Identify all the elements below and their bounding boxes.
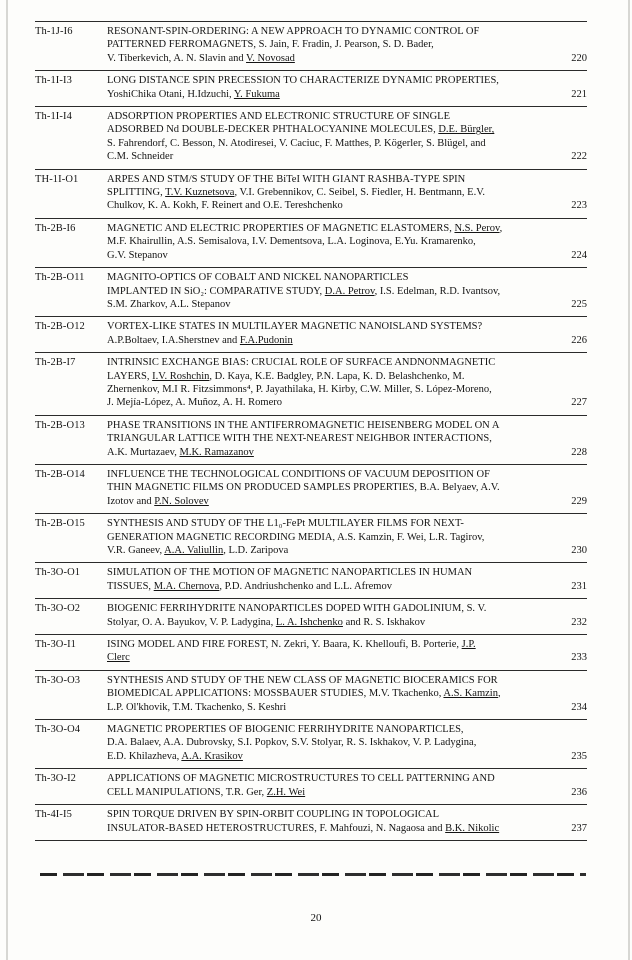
entry-page-number: 225 [571, 298, 587, 310]
entry-title-line [107, 495, 549, 508]
entry-page-number: 221 [571, 88, 587, 100]
toc-row [35, 352, 587, 415]
underlined-author: T.V. Kuznetsova [165, 187, 235, 199]
title-text: , D. Kaya, K.E. Badgley, P.N. Lapa, K. D. Belashchenko, M. [209, 370, 465, 382]
title-text: ARPES AND STM/S STUDY OF THE BiTeI WITH GIANT RASHBA-TYPE SPIN [107, 173, 466, 185]
entry-title-line [107, 468, 549, 481]
entry-title-line [107, 199, 549, 212]
title-text: LONG DISTANCE SPIN PRECESSION TO CHARACTERIZE DYNAMIC PROPERTIES, [107, 75, 499, 87]
entry-page-number: 226 [571, 334, 587, 346]
title-text: PHASE TRANSITIONS IN THE ANTIFERROMAGNETIC HEISENBERG MODEL ON A [107, 419, 500, 431]
underlined-author: Y. Fukuma [233, 88, 280, 100]
entry-title [107, 222, 549, 262]
entry-title-line [107, 320, 549, 333]
entry-title-line [107, 383, 549, 396]
entry-title-line [107, 173, 549, 186]
entry-title-line [107, 419, 549, 432]
entry-title-line [107, 651, 549, 664]
session-code: Th-3O-O4 [35, 724, 81, 736]
entry-title-line [107, 186, 549, 199]
underlined-author: L. A. Ishchenko [275, 616, 343, 628]
title-text: ADSORPTION PROPERTIES AND ELECTRONIC STRUCTURE OF SINGLE [107, 111, 450, 123]
title-text: INSULATOR-BASED HETEROSTRUCTURES, F. Mahfouzi, N. Nagaosa and [107, 822, 446, 834]
entry-title-line [107, 432, 549, 445]
entry-page-number: 223 [571, 200, 587, 212]
entry-title-line [107, 723, 549, 736]
underlined-author: A.S. Kamzin [443, 688, 498, 700]
title-text: SIMULATION OF THE MOTION OF MAGNETIC NANOPARTICLES IN HUMAN [107, 567, 473, 579]
title-text: INFLUENCE THE TECHNOLOGICAL CONDITIONS OF VACUUM DEPOSITION OF [107, 468, 490, 480]
entry-title-line [107, 137, 549, 150]
title-text: , P.D. Andriushchenko and L.L. Afremov [219, 580, 392, 592]
title-text: Zhernenkov, M.I R. Fitzsimmons⁴, P. Jayathilaka, H. Kirby, C.W. Miller, S. López-Moreno, [107, 383, 492, 395]
toc-row [35, 598, 587, 634]
title-text: D.A. Balaev, A.A. Dubrovsky, S.I. Popkov, S.V. Stolyar, R. S. Iskhakov, V. P. Ladygina, [107, 737, 477, 749]
title-text: MAGNETIC AND ELECTRIC PROPERTIES OF MAGNETIC ELASTOMERS, [107, 222, 455, 234]
toc-row [35, 169, 587, 218]
underlined-author: J.P. [461, 639, 476, 651]
underlined-author: M.K. Ramazanov [179, 446, 254, 458]
title-text: GENERATION MAGNETIC RECORDING MEDIA, A.S. Kamzin, F. Wei, L.R. Tagirov, [107, 531, 485, 543]
underlined-author: V. Novosad [246, 52, 295, 64]
entry-title-line [107, 701, 549, 714]
entry-title-line [107, 396, 549, 409]
title-text: S. Fahrendorf, C. Besson, N. Atodiresei, V. Caciuc, F. Matthes, P. Kögerler, S. Blügel, and [107, 137, 486, 149]
title-text: VORTEX-LIKE STATES IN MULTILAYER MAGNETIC NANOISLAND SYSTEMS? [107, 321, 483, 333]
title-text: MAGNETIC PROPERTIES OF BIOGENIC FERRIHYDRITE NANOPARTICLES, [107, 724, 464, 736]
toc-row [35, 316, 587, 352]
entry-page-number: 234 [571, 701, 587, 713]
toc-row [35, 21, 587, 70]
entry-title-line [107, 602, 549, 615]
title-text: L.P. Ol'khovik, T.M. Tkachenko, S. Keshri [107, 701, 287, 713]
scan-edge-artifact-right [628, 0, 630, 960]
title-text: LAYERS, [107, 370, 153, 382]
entry-title [107, 419, 549, 459]
title-text: , I.S. Edelman, R.D. Ivantsov, [374, 285, 501, 297]
entry-title [107, 25, 549, 65]
underlined-author: F.A.Pudonin [239, 334, 293, 346]
entry-title [107, 638, 549, 665]
entry-title [107, 468, 549, 508]
toc-row [35, 218, 587, 267]
toc-row [35, 562, 587, 598]
session-code: Th-3O-I2 [35, 773, 77, 785]
toc-row [35, 768, 587, 804]
session-code: Th-1I-I3 [35, 75, 72, 87]
title-text: M.F. Khairullin, A.S. Semisalova, I.V. Dementsova, L.A. Loginova, E.Yu. Kramarenko, [107, 236, 476, 248]
entry-title-line [107, 298, 549, 311]
entry-title-line [107, 25, 549, 38]
entry-title-line [107, 750, 549, 763]
toc-row [35, 634, 587, 670]
title-text: CELL MANIPULATIONS, T.R. Ger, [107, 786, 267, 798]
underlined-author: A.A. Krasikov [181, 750, 243, 762]
session-code: Th-2B-O11 [35, 272, 85, 284]
underlined-author: P.N. Solovev [154, 495, 209, 507]
title-text: G.V. Stepanov [107, 249, 168, 261]
title-text: A.K. Murtazaev, [107, 446, 180, 458]
entry-page-number: 222 [571, 151, 587, 163]
entry-title-line [107, 249, 549, 262]
entry-page-number: 237 [571, 822, 587, 834]
toc-row [35, 415, 587, 464]
title-text: BIOGENIC FERRIHYDRITE NANOPARTICLES DOPED WITH GADOLINIUM, S. V. [107, 603, 487, 615]
title-text: YoshiChika Otani, H.Idzuchi, [107, 88, 234, 100]
underlined-author: B.K. Nikolic [445, 822, 500, 834]
title-text: THIN MAGNETIC FILMS ON PRODUCED SAMPLES PROPERTIES, B.A. Belyaev, A.V. [107, 482, 500, 494]
toc-row [35, 106, 587, 169]
title-text: SYNTHESIS AND STUDY OF THE NEW CLASS OF MAGNETIC BIOCERAMICS FOR [107, 674, 498, 686]
entry-title-line [107, 370, 549, 383]
title-text: SPLITTING, [107, 187, 166, 199]
title-text: INTRINSIC EXCHANGE BIAS: CRUCIAL ROLE OF SURFACE ANDNONMAGNETIC [107, 357, 496, 369]
session-code: Th-2B-O14 [35, 468, 85, 480]
session-code: Th-2B-I7 [35, 357, 76, 369]
title-text: , V.I. Grebennikov, C. Seibel, S. Fiedler, H. Bentmann, E.V. [234, 187, 486, 199]
entry-title [107, 173, 549, 213]
title-text: SPIN TORQUE DRIVEN BY SPIN-ORBIT COUPLING IN TOPOLOGICAL [107, 809, 440, 821]
title-text: V. Tiberkevich, A. N. Slavin and [107, 52, 247, 64]
title-text: APPLICATIONS OF MAGNETIC MICROSTRUCTURES TO CELL PATTERNING AND [107, 773, 495, 785]
session-code: Th-2B-O13 [35, 419, 85, 431]
entry-page-number: 230 [571, 545, 587, 556]
title-text: MAGNITO-OPTICS OF COBALT AND NICKEL NANOPARTICLES [107, 272, 409, 284]
title-text: J. Mejía-López, A. Muñoz, A. H. Romero [107, 397, 282, 409]
entry-title [107, 772, 549, 799]
scan-edge-artifact-left [6, 0, 8, 960]
entry-title-line [107, 531, 549, 544]
session-code: Th-2B-O12 [35, 321, 85, 333]
entry-title-line [107, 638, 549, 651]
entry-title-line [107, 88, 549, 101]
entry-title-line [107, 356, 549, 369]
entry-page-number: 233 [571, 652, 587, 664]
session-code: Th-3O-O3 [35, 674, 81, 686]
toc-row [35, 804, 587, 841]
page-number: 20 [310, 912, 322, 924]
title-text: Izotov and [107, 495, 155, 507]
entry-title-line [107, 110, 549, 123]
entry-title-line [107, 687, 549, 700]
title-text: RESONANT-SPIN-ORDERING: A NEW APPROACH TO DYNAMIC CONTROL OF [107, 26, 480, 37]
toc-row [35, 513, 587, 562]
entry-title-line [107, 235, 549, 248]
underlined-author: Clerc [107, 652, 130, 664]
title-text: V.R. Ganeev, [107, 545, 165, 556]
session-code: Th-1J-I6 [35, 26, 73, 37]
entry-title [107, 602, 549, 629]
entry-title-line [107, 123, 549, 136]
entry-page-number: 231 [571, 580, 587, 592]
entry-title-line [107, 822, 549, 835]
entry-title [107, 74, 549, 101]
entry-page-number: 235 [571, 750, 587, 762]
title-text: BIOMEDICAL APPLICATIONS: MOSSBAUER STUDIES, M.V. Tkachenko, [107, 688, 444, 700]
title-text: TRIANGULAR LATTICE WITH THE NEXT-NEAREST NEIGHBOR INTERACTIONS, [107, 433, 492, 445]
session-code: Th-3O-O1 [35, 567, 81, 579]
underlined-author: D.E. Bürgler, [438, 124, 495, 136]
entry-page-number: 228 [571, 446, 587, 458]
underlined-author: I.V. Roshchin [152, 370, 210, 382]
toc-body [35, 21, 587, 841]
entry-title [107, 110, 549, 164]
title-text: IMPLANTED IN SiO₂: COMPARATIVE STUDY, [107, 285, 325, 297]
toc-row [35, 70, 587, 106]
session-code: TH-1I-O1 [35, 173, 79, 185]
entry-title [107, 808, 549, 835]
underlined-author: A.A. Valiullin [164, 545, 224, 556]
entry-page-number: 232 [571, 616, 587, 628]
session-code: Th-3O-O2 [35, 603, 81, 615]
entry-title-line [107, 736, 549, 749]
underlined-author: D.A. Petrov [324, 285, 375, 297]
entry-title [107, 356, 549, 410]
entry-title [107, 566, 549, 593]
title-text: , L.D. Zaripova [223, 545, 289, 556]
session-code: Th-3O-I1 [35, 639, 77, 651]
entry-title-line [107, 544, 549, 557]
entry-title-line [107, 52, 549, 65]
entry-title-line [107, 285, 549, 298]
entry-title [107, 674, 549, 714]
entry-title-line [107, 446, 549, 459]
entry-page-number: 220 [571, 52, 587, 64]
toc-row [35, 464, 587, 513]
entry-title-line [107, 566, 549, 579]
entry-page-number: 229 [571, 495, 587, 507]
entry-title-line [107, 74, 549, 87]
title-text: , [497, 688, 501, 700]
entry-title-line [107, 786, 549, 799]
toc-row [35, 267, 587, 316]
heavy-dashed-rule [40, 873, 586, 876]
title-text: , [499, 222, 503, 234]
entry-title-line [107, 271, 549, 284]
entry-title-line [107, 38, 549, 51]
toc-row [35, 719, 587, 768]
title-text: Stolyar, O. A. Bayukov, V. P. Ladygina, [107, 616, 276, 628]
entry-title-line [107, 517, 549, 530]
session-code: Th-2B-I6 [35, 222, 76, 234]
entry-title-line [107, 808, 549, 821]
title-text: TISSUES, [107, 580, 154, 592]
entry-title-line [107, 772, 549, 785]
session-code: Th-4I-I5 [35, 809, 72, 821]
entry-title [107, 320, 549, 347]
title-text: PATTERNED FERROMAGNETS, S. Jain, F. Fradin, J. Pearson, S. D. Bader, [107, 39, 434, 51]
entry-title-line [107, 616, 549, 629]
entry-title-line [107, 334, 549, 347]
title-text: C.M. Schneider [107, 151, 174, 163]
title-text: E.D. Khilazheva, [107, 750, 182, 762]
entry-title [107, 723, 549, 763]
title-text: SYNTHESIS AND STUDY OF THE L1₀-FePt MULTILAYER FILMS FOR NEXT- [107, 518, 464, 530]
title-text: Chulkov, K. A. Kokh, F. Reinert and O.E. Tereshchenko [107, 200, 343, 212]
title-text: ISING MODEL AND FIRE FOREST, N. Zekri, Y. Baara, K. Khelloufi, B. Porterie, [107, 639, 462, 651]
entry-title-line [107, 150, 549, 163]
entry-title-line [107, 222, 549, 235]
title-text: S.M. Zharkov, A.L. Stepanov [107, 298, 231, 310]
entry-title [107, 517, 549, 557]
entry-page-number: 236 [571, 786, 587, 798]
underlined-author: M.A. Chernova [153, 580, 220, 592]
session-code: Th-1I-I4 [35, 111, 72, 123]
underlined-author: N.S. Perov [454, 222, 500, 234]
title-text: ADSORBED Nd DOUBLE-DECKER PHTHALOCYANINE MOLECULES, [107, 124, 439, 136]
title-text: A.P.Boltaev, I.A.Sherstnev and [107, 334, 240, 346]
session-code: Th-2B-O15 [35, 518, 85, 530]
entry-title [107, 271, 549, 311]
toc-row [35, 670, 587, 719]
title-text: and R. S. Iskhakov [342, 616, 426, 628]
entry-page-number: 224 [571, 249, 587, 261]
entry-title-line [107, 481, 549, 494]
entry-page-number: 227 [571, 397, 587, 409]
entry-title-line [107, 580, 549, 593]
entry-title-line [107, 674, 549, 687]
underlined-author: Z.H. Wei [266, 786, 306, 798]
